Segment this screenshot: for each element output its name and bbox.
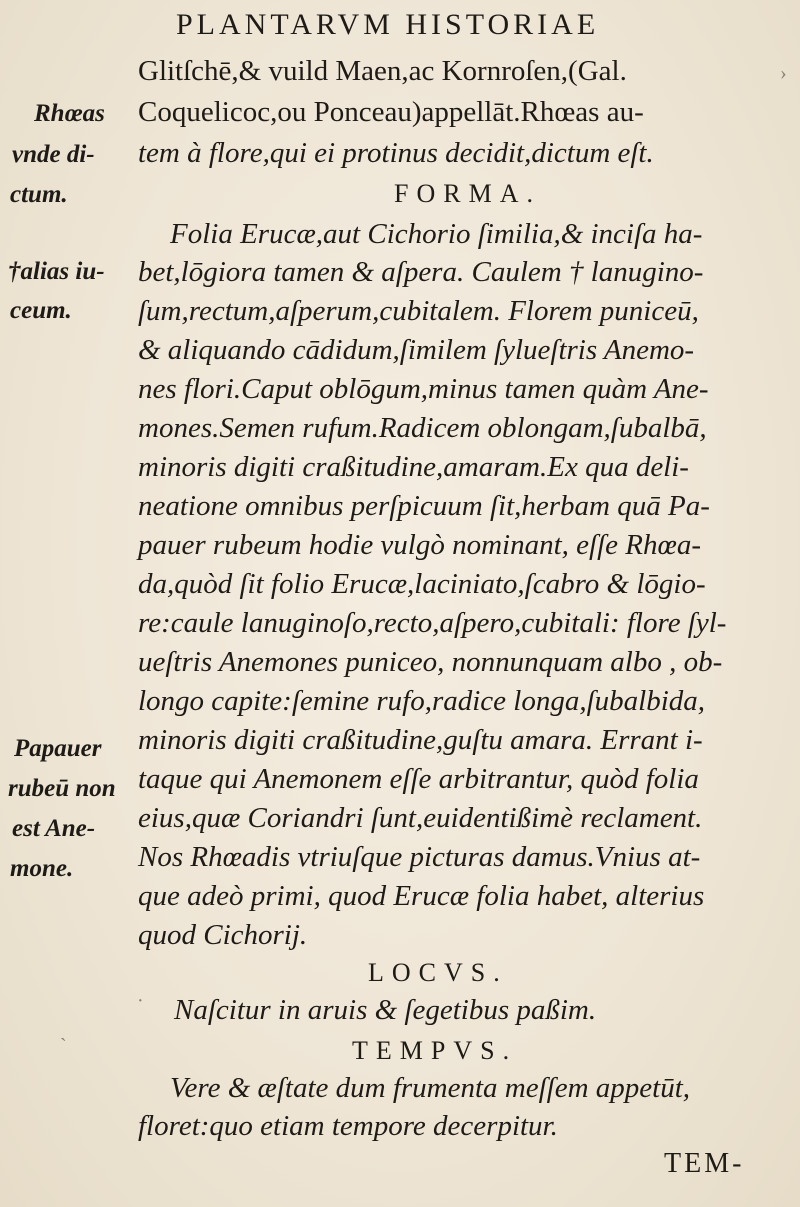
catchword: TEM- (664, 1148, 745, 1179)
margin-note-rhoeas-line-3: ctum. (10, 181, 68, 208)
section-heading-locus: LOCVS. (368, 958, 508, 987)
text-line-11: neatione omnibus perſpicuum ſit,herbam quā Pa- (138, 490, 710, 522)
margin-note-papauer-line-1: Papauer (14, 735, 102, 762)
text-line-23: Naſcitur in aruis & ſegetibus paßim. (174, 994, 597, 1026)
margin-note-papauer-line-2: rubeū non (8, 775, 116, 802)
text-line-9: mones.Semen rufum.Radicem oblongam,ſubalbā, (138, 412, 707, 444)
paper-blemish-mark: · (137, 990, 144, 1012)
text-line-17: minoris digiti craßitudine,guſtu amara. Errant i- (138, 724, 703, 756)
text-line-2: Coquelicoc,ou Ponceau)appellāt.Rhœas au- (138, 96, 644, 128)
text-line-19: eius,quæ Coriandri ſunt,euidentißimè reclament. (138, 802, 703, 834)
text-line-13: da,quòd ſit folio Erucæ,laciniato,ſcabro & lōgio- (138, 568, 706, 600)
text-line-21: que adeò primi, quod Erucæ folia habet, alterius (138, 880, 705, 912)
text-line-22: quod Cichorij. (138, 919, 308, 951)
text-line-6: ſum,rectum,aſperum,cubitalem. Florem puniceū, (138, 295, 699, 327)
section-heading-forma: FORMA. (394, 179, 541, 208)
text-line-3: tem à flore,qui ei protinus decidit,dictum eſt. (138, 137, 654, 169)
text-line-20: Nos Rhœadis vtriuſque picturas damus.Vnius at- (138, 841, 701, 873)
margin-note-papauer-line-3: est Ane- (12, 815, 96, 842)
text-line-4: Folia Erucæ,aut Cichorio ſimilia,& inciſa ha- (170, 218, 703, 250)
text-line-1: Glitſchē,& vuild Maen,ac Kornroſen,(Gal. (138, 55, 627, 87)
text-line-5: bet,lōgiora tamen & aſpera. Caulem † lanugino- (138, 256, 704, 288)
text-line-16: longo capite:ſemine rufo,radice longa,ſubalbida, (138, 685, 706, 717)
running-head: PLANTARVM HISTORIAE (176, 8, 600, 41)
section-heading-tempus: TEMPVS. (352, 1036, 518, 1065)
text-line-24: Vere & æſtate dum frumenta meſſem appetūt, (170, 1072, 691, 1104)
text-line-18: taque qui Anemonem eſſe arbitrantur, quòd folia (138, 763, 699, 795)
text-line-14: re:caule lanuginoſo,recto,aſpero,cubitali: flore ſyl- (138, 607, 727, 639)
margin-note-alias-line-2: ceum. (10, 297, 72, 324)
text-line-15: ueſtris Anemones puniceo, nonnunquam albo , ob- (138, 646, 723, 678)
text-line-10: minoris digiti craßitudine,amaram.Ex qua deli- (138, 451, 689, 483)
text-line-25: floret:quo etiam tempore decerpitur. (138, 1110, 558, 1142)
margin-note-alias-line-1: †alias iu- (8, 258, 105, 285)
paper-blemish-mark: ˋ (60, 1035, 67, 1057)
text-line-12: pauer rubeum hodie vulgò nominant, eſſe Rhœa- (138, 529, 701, 561)
margin-note-rhoeas-line-2: vnde di- (12, 141, 95, 168)
text-line-7: & aliquando cādidum,ſimilem ſylueſtris Anemo- (138, 334, 695, 366)
text-line-8: nes flori.Caput oblōgum,minus tamen quàm Ane- (138, 373, 709, 405)
margin-note-papauer-line-4: mone. (10, 855, 74, 882)
paper-blemish-mark: › (780, 62, 787, 84)
margin-note-rhoeas-line-1: Rhœas (34, 100, 105, 127)
